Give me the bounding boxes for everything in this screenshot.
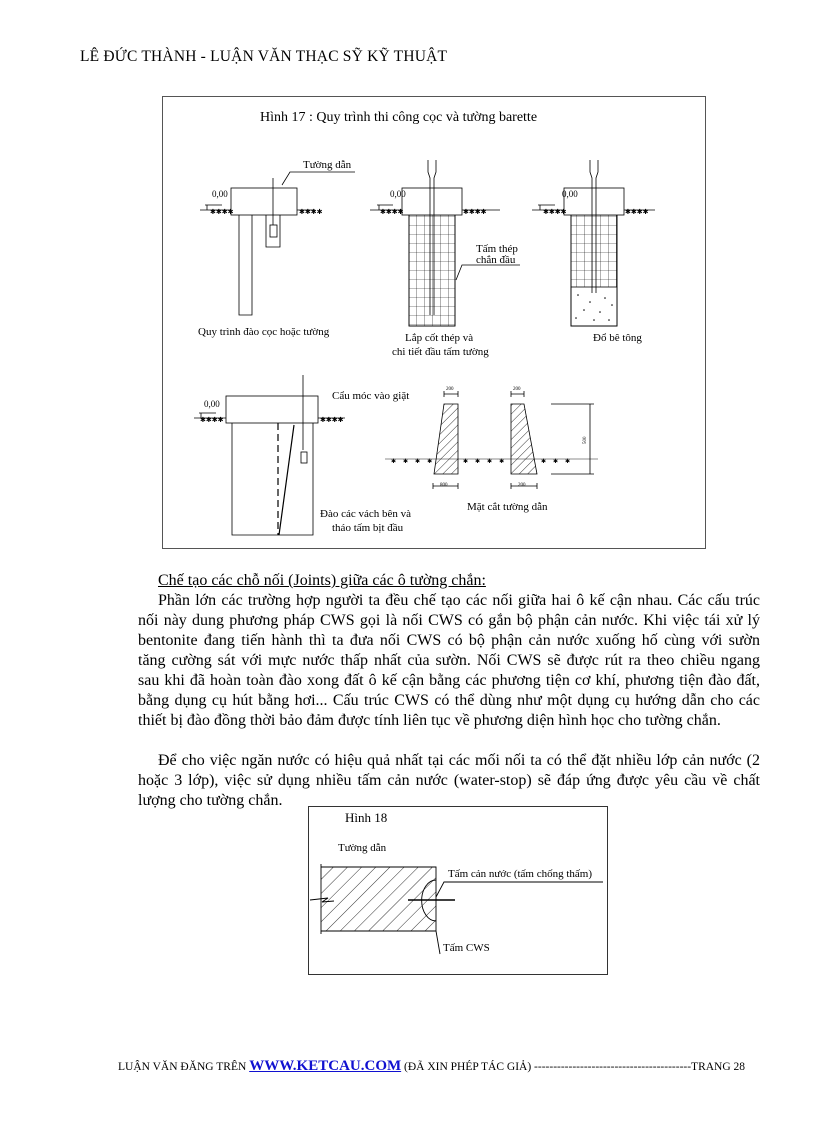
ground-symbol: ✱✱✱✱: [210, 208, 234, 216]
figure-17-title: Hình 17 : Quy trình thi công cọc và tường barette: [260, 110, 538, 125]
dim-label: 200: [446, 387, 454, 392]
figure-17: [0, 0, 816, 560]
section-caption: Mặt cắt tường dẫn: [467, 501, 548, 513]
paragraph-line: bentonite đang tiến hành thì ta đưa nối CWS có bộ phận cản nước xuống hố cùng với sườn: [138, 632, 760, 649]
dim-label: 800: [440, 483, 448, 488]
ground-symbol: ✱✱✱✱: [463, 459, 512, 465]
level-label: 0,00: [562, 189, 578, 199]
dim-label: 200: [518, 483, 526, 488]
footer-suffix: (ĐÃ XIN PHÉP TÁC GIẢ) -----------------------------------------TRANG 28: [404, 1061, 746, 1073]
website-link[interactable]: WWW.KETCAU.COM: [249, 1058, 402, 1074]
figure-18: [0, 790, 816, 990]
ground-symbol: ✱✱✱✱: [391, 459, 440, 465]
paragraph-line: thiết bị đào đồng thời bảo đảm được tính liên tục về phương diện hình học cho tường chắn.: [138, 712, 721, 729]
concreting-diagram: [532, 160, 655, 326]
waterstop-label: Tấm cản nước (tấm chống thấm): [448, 868, 593, 880]
ground-symbol: ✱✱✱✱: [299, 208, 323, 216]
paragraph-line: bằng dụng cụ hút bằng hơi... Cấu trúc CWS có thể dùng như một dụng cụ hướng dẫn cho các: [138, 692, 760, 709]
hook-label: Cẩu móc vào giặt: [332, 390, 410, 402]
level-label: 0,00: [390, 189, 406, 199]
guide-wall-label: Tường dẫn: [338, 842, 387, 854]
steel-plate-label: chắn đầu: [476, 254, 516, 266]
step4-caption: Đào các vách bên và: [320, 508, 412, 520]
dim-label: 200: [513, 387, 521, 392]
paragraph-line: Phần lớn các trường hợp người ta đều chế tạo các nối giữa hai ô kế cận nhau. Các cấu trúc: [158, 592, 760, 609]
ground-symbol: ✱✱✱✱: [200, 416, 224, 424]
level-label: 0,00: [212, 189, 228, 199]
page-footer: [118, 1058, 745, 1075]
paragraph-line: tăng cường sát với mực nước thấp nhất của sườn. Nối CWS sẽ được rút ra theo chiều ngang: [138, 652, 760, 669]
section-heading: Chế tạo các chỗ nối (Joints) giữa các ô tường chắn:: [158, 572, 486, 589]
paragraph-line: lượng cho tường chắn.: [138, 792, 283, 809]
ground-symbol: ✱✱✱✱: [463, 208, 487, 216]
page-header: LÊ ĐỨC THÀNH - LUẬN VĂN THẠC SỸ KỸ THUẬT: [80, 48, 448, 65]
step1-caption: Quy trình đào cọc hoặc tường: [198, 326, 330, 338]
guide-wall-label: Tường dẫn: [303, 159, 352, 171]
step3-caption: Đổ bê tông: [593, 332, 642, 344]
step2-caption: chi tiết đầu tấm tường: [392, 346, 489, 358]
paragraph-line: Để cho việc ngăn nước có hiệu quả nhất tại các mối nối ta có thể đặt nhiều lớp cản nước (2: [158, 752, 760, 769]
level-label: 0,00: [204, 399, 220, 409]
ground-symbol: ✱✱✱✱: [543, 208, 567, 216]
ground-symbol: ✱✱✱✱: [625, 208, 649, 216]
ground-symbol: ✱✱✱✱: [380, 208, 404, 216]
ground-symbol: ✱✱✱: [541, 459, 578, 465]
dim-label: 500: [583, 436, 588, 444]
paragraph-line: sau khi đã hoàn toàn đào xong đất ô kế cận bằng các phương tiện cơ khí, phương tiện đào đất,: [138, 672, 760, 689]
ground-symbol: ✱✱✱✱: [320, 416, 344, 424]
step4-caption: tháo tấm bịt đầu: [332, 522, 404, 534]
footer-prefix: LUẬN VĂN ĐĂNG TRÊN: [118, 1061, 250, 1073]
paragraph-line: hoặc 3 lớp), việc sử dụng nhiều tấm cản nước (water-stop) sẽ đáp ứng được yêu cầu về chất: [138, 772, 760, 789]
figure-18-title: Hình 18: [345, 810, 388, 825]
body-text: [138, 571, 760, 811]
step2-caption: Lắp cốt thép và: [405, 332, 474, 344]
steel-plate-label: Tấm thép: [476, 243, 518, 255]
guide-wall-section: [385, 391, 598, 489]
cws-label: Tấm CWS: [443, 942, 490, 954]
paragraph-line: nối này dung phương pháp CWS gọi là nối CWS có gắn bộ phận cản nước. Khi việc tái xử lý: [138, 612, 760, 629]
